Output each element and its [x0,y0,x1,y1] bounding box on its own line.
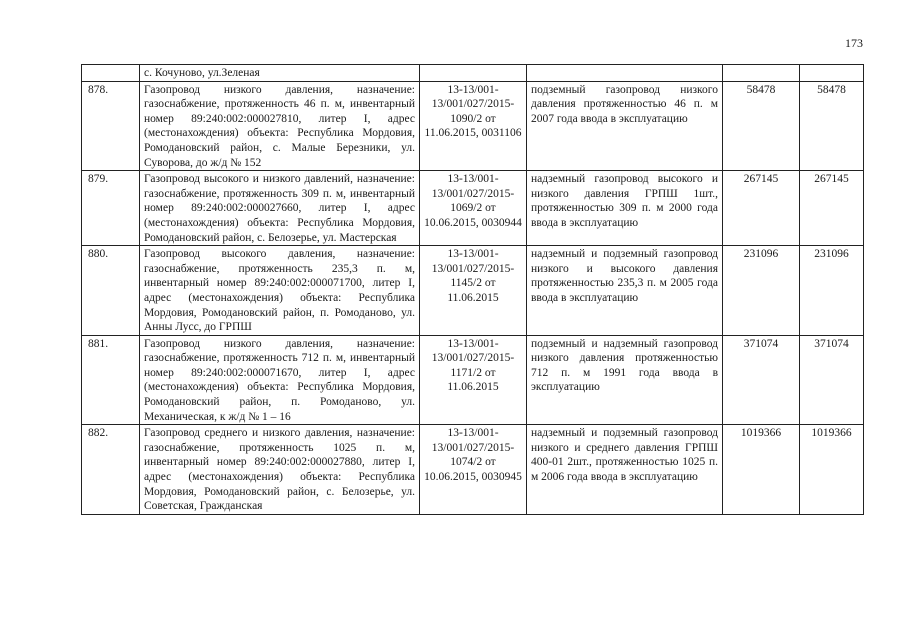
object-characteristic: подземный и надземный газопровод низкого давления протяженностью 712 п. м 1991 года ввода в эксплуатацию [527,335,723,425]
table-cell [82,65,140,82]
registration-record: 13-13/001-13/001/027/2015-1171/2 от 11.06.2015 [420,335,527,425]
table-cell [800,65,864,82]
value-cell: 231096 [723,246,800,336]
object-characteristic: надземный газопровод высокого и низкого давления ГРПШ 1шт., протяженностью 309 п. м 2000 года ввода в эксплуатацию [527,171,723,246]
row-number: 878. [82,81,140,171]
object-characteristic: надземный и подземный газопровод низкого и высокого давления протяженностью 235,3 п. м 2005 года ввода в эксплуатацию [527,246,723,336]
table-row [82,81,864,171]
value-cell: 1019366 [800,425,864,515]
value-cell: 58478 [723,81,800,171]
table-cell [723,65,800,82]
object-description: Газопровод высокого давления, назначение: газоснабжение, протяженность 235,3 п. м, инвентарный номер 89:240:002:000071700, литер I, адрес (местонахождения) объекта: Республика Мордовия, Ромодановский район, п. Ромоданово, ул. Анны Лусс, до ГРПШ [140,246,420,336]
registration-record: 13-13/001-13/001/027/2015-1069/2 от 10.06.2015, 0030944 [420,171,527,246]
value-cell: 267145 [800,171,864,246]
object-description: Газопровод низкого давления, назначение: газоснабжение, протяженность 712 п. м, инвентарный номер 89:240:002:000071670, литер I, адрес (местонахождения) объекта: Республика Мордовия, Ромодановский район, п. Ромоданово, ул. Механическая, к ж/д № 1 – 16 [140,335,420,425]
registration-record: 13-13/001-13/001/027/2015-1090/2 от 11.06.2015, 0031106 [420,81,527,171]
row-number: 882. [82,425,140,515]
row-number: 881. [82,335,140,425]
registration-record: 13-13/001-13/001/027/2015-1145/2 от 11.06.2015 [420,246,527,336]
value-cell: 267145 [723,171,800,246]
table-row [82,335,864,425]
page-number: 173 [845,36,863,50]
value-cell: 231096 [800,246,864,336]
table-row [82,246,864,336]
value-cell: 58478 [800,81,864,171]
row-number: 879. [82,171,140,246]
continuation-text: с. Кочуново, ул.Зеленая [140,65,420,82]
property-register-table [81,64,864,515]
table-cell [527,65,723,82]
registration-record: 13-13/001-13/001/027/2015-1074/2 от 10.06.2015, 0030945 [420,425,527,515]
value-cell: 371074 [800,335,864,425]
table-row [82,171,864,246]
object-characteristic: надземный и подземный газопровод низкого и среднего давления ГРПШ 400-01 2шт., протяженностью 1025 п. м 2006 года ввода в эксплуатацию [527,425,723,515]
table-row [82,425,864,515]
object-description: Газопровод высокого и низкого давлений, назначение: газоснабжение, протяженность 309 п. м, инвентарный номер 89:240:002:000027660, литер I, адрес (местонахождения) объекта: Республика Мордовия, Ромодановский район, с. Белозерье, ул. Мастерская [140,171,420,246]
object-description: Газопровод среднего и низкого давления, назначение: газоснабжение, протяженность 1025 п. м, инвентарный номер 89:240:002:000027880, литер I, адрес (местонахождения) объекта: Республика Мордовия, Ромодановский район, с. Белозерье, ул. Советская, Гражданская [140,425,420,515]
value-cell: 1019366 [723,425,800,515]
table-cell [420,65,527,82]
object-description: Газопровод низкого давления, назначение: газоснабжение, протяженность 46 п. м, инвентарный номер 89:240:002:000027810, литер I, адрес (местонахождения) объекта: Республика Мордовия, Ромодановский район, с. Малые Березники, ул. Суворова, до ж/д № 152 [140,81,420,171]
row-number: 880. [82,246,140,336]
object-characteristic: подземный газопровод низкого давления протяженностью 46 п. м 2007 года ввода в эксплуатацию [527,81,723,171]
continuation-row [82,65,864,82]
value-cell: 371074 [723,335,800,425]
